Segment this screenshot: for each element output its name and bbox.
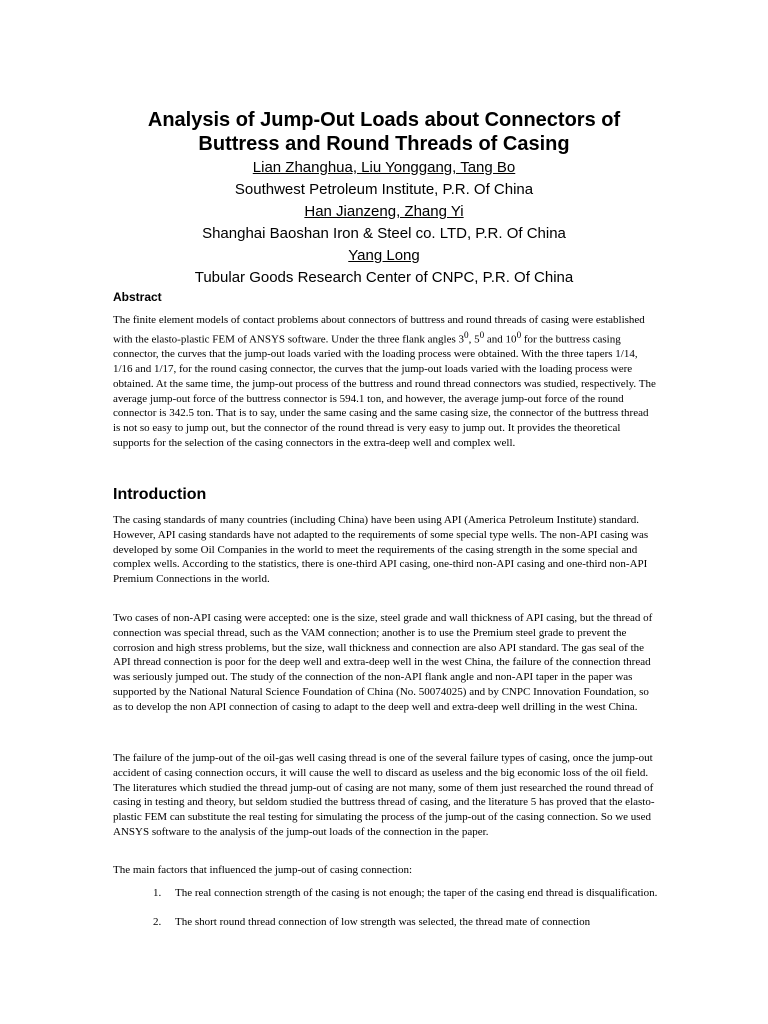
abstract-text: The finite element models of contact problems about connectors of buttress and round threads of casing were established with the elasto-plastic FEM of ANSYS software. Under the three flank angles $3^0$, $5^0$ and $10^0$ for the buttress casing connector, the curves that the jump-out loads varied with the loading process were obtained. With the three tapers 1/14, 1/16 and 1/17, for the round casing connector, the curves that the jump-out loads varied with the loading process were obtained. At the same time, the jump-out process of the buttress and round thread connectors was studied, respectively. The average jump-out force of the buttress connector is 594.1 ton, and however, the average jump-out force of the round connector is 342.5 ton. That is to say, under the same casing and the same casing size, the connector of the buttress thread is not so easy to jump out, but the connector of the round thread is very easy to jump out. It provides the theoretical supports for the selection of the casing connectors in the extra-deep well and complex well. xyxy=(113,314,656,450)
title-line-2: Buttress and Round Threads of Casing xyxy=(198,133,570,155)
affiliation-1: Southwest Petroleum Institute, P.R. Of China xyxy=(234,181,534,198)
author-names-2: Han Jianzeng, Zhang Yi xyxy=(304,203,464,220)
list-item xyxy=(113,886,658,901)
introduction-heading: Introduction xyxy=(113,486,207,503)
abstract-heading: Abstract xyxy=(113,290,162,304)
list-item xyxy=(113,915,658,930)
list-text: The real connection strength of the casing is not enough; the taper of the casing end thread is disqualification. xyxy=(175,887,658,899)
list-number: 1. xyxy=(153,887,162,899)
affiliation-3: Tubular Goods Research Center of CNPC, P.R. Of China xyxy=(194,269,574,286)
intro-paragraph-1: The casing standards of many countries (including China) have been using API (America Petroleum Institute) standard. However, API casing standards have not adapted to the requirements of some special type wells. The non-API casing was developed by some Oil Companies in the world to meet the requirements of the casing strength in the some special and complex wells. According to the statistics, there is one-third API casing, one-third non-API casing and one-third non-API Premium Connections in the world. xyxy=(113,514,649,586)
intro-paragraph-4: The main factors that influenced the jump-out of casing connection: xyxy=(113,864,413,876)
affiliation-2: Shanghai Baoshan Iron & Steel co. LTD, P.R. Of China xyxy=(202,225,566,242)
author-names-1: Lian Zhanghua, Liu Yonggang, Tang Bo xyxy=(252,159,516,176)
paper-title xyxy=(100,108,668,156)
author-names-3: Yang Long xyxy=(348,247,420,264)
list-text: The short round thread connection of low strength was selected, the thread mate of connection xyxy=(175,916,591,928)
intro-paragraph-3: The failure of the jump-out of the oil-gas well casing thread is one of the several failure types of casing, once the jump-out accident of casing connection occurs, it will cause the well to discard as useless and the big economic loss of the oil field. The literatures which studied the thread jump-out of casing are not many, some of them just researched the round thread of casing in testing and theory, but seldom studied the buttress thread of casing, and the literature 5 has proved that the elasto-plastic FEM can substitute the real testing for simulating the process of the jump-out of the casing connection. So we used ANSYS software to the analysis of the jump-out loads of the connection in the paper. xyxy=(113,752,655,838)
intro-paragraph-2: Two cases of non-API casing were accepted: one is the size, steel grade and wall thickness of API casing, but the thread of connection was special thread, such as the VAM connection; another is to use the Premium steel grade to prevent the corrosion and high stress problems, but the size, wall thickness and connection are also API standard. The gas seal of the API thread connection is poor for the deep well and extra-deep well in the west China, the failure of the connection thread was seriously jumped out. The study of the connection of the non-API flank angle and non-API taper in the paper was supported by the National Natural Science Foundation of China (No. 50074025) and by CNPC Innovation Foundation, so as to develop the non API connection of casing to adapt to the deep well and extra-deep well drilling in the west China. xyxy=(113,612,653,713)
title-line-1: Analysis of Jump-Out Loads about Connectors of xyxy=(147,109,621,131)
list-number: 2. xyxy=(153,916,162,928)
